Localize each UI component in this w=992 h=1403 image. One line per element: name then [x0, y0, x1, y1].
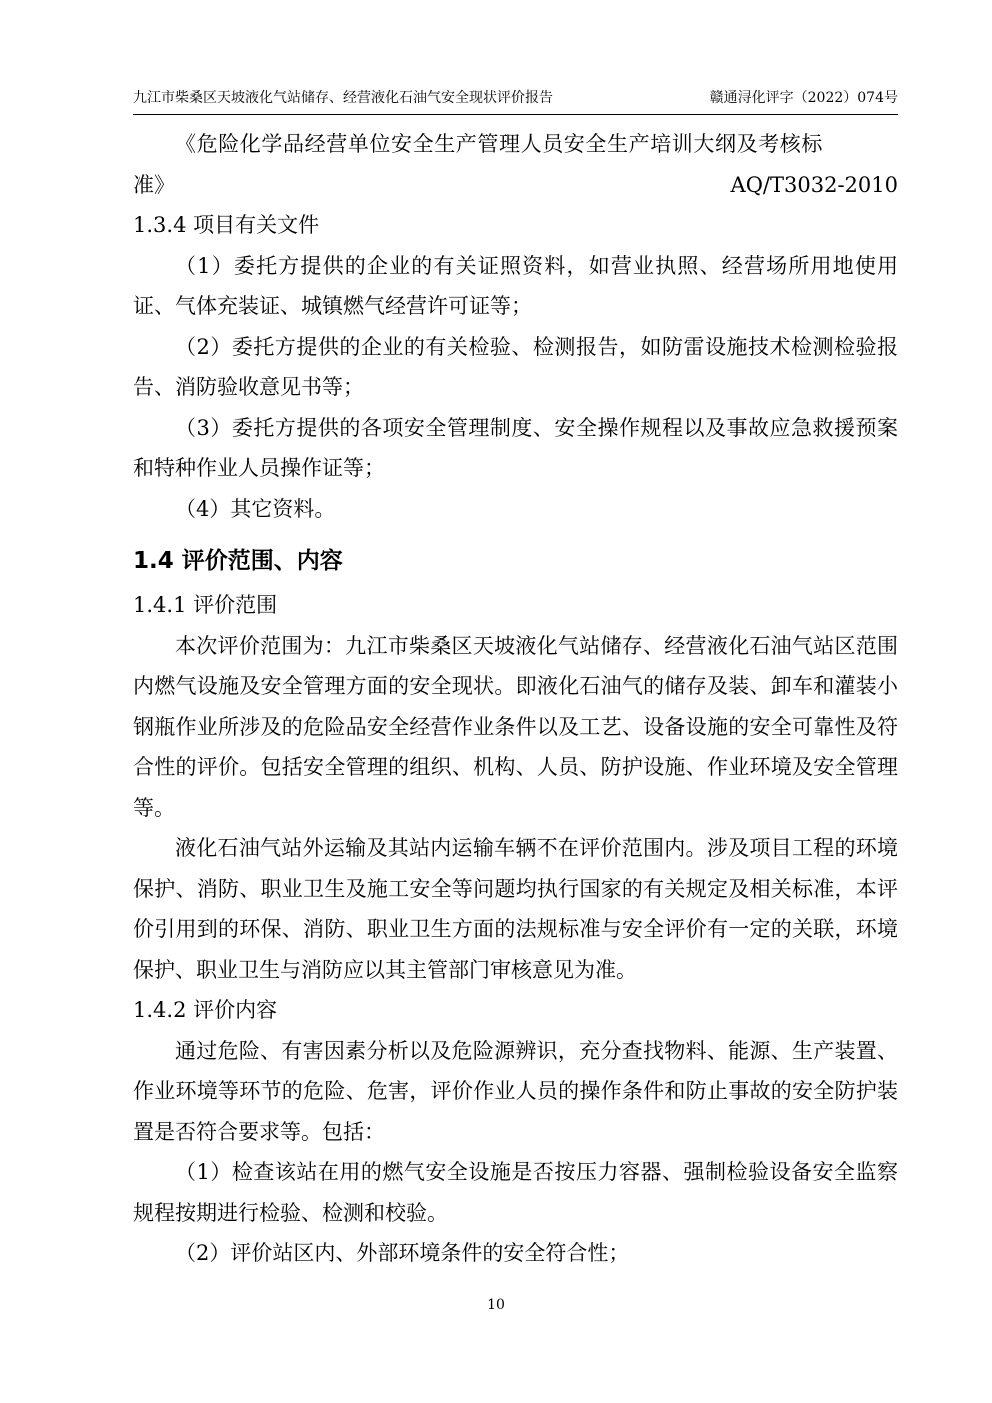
list-item: （1）检查该站在用的燃气安全设施是否按压力容器、强制检验设备安全监察规程按期进行检验、检测和校验。 [133, 1160, 898, 1225]
page-number: 10 [487, 1297, 505, 1313]
page-header [133, 86, 898, 115]
section-heading-1-4-1: 1.4.1 评价范围 [133, 593, 278, 617]
standard-title-line2: 准》 [133, 172, 175, 197]
header-report-title: 九江市柴桑区天坡液化气站储存、经营液化石油气安全现状评价报告 [133, 90, 553, 106]
section-heading-1-4-2: 1.4.2 评价内容 [133, 998, 278, 1022]
list-item: （1）委托方提供的企业的有关证照资料，如营业执照、经营场所用地使用证、气体充装证、城镇燃气经营许可证等； [133, 253, 898, 318]
list-item: （2）委托方提供的企业的有关检验、检测报告，如防雷设施技术检测检验报告、消防验收意见书等； [133, 334, 898, 399]
paragraph: 本次评价范围为：九江市柴桑区天坡液化气站储存、经营液化石油气站区范围内燃气设施及安全管理方面的安全现状。即液化石油气的储存及装、卸车和灌装小钢瓶作业所涉及的危险品安全经营作业条件以及工艺、设备设施的安全可靠性及符合性的评价。包括安全管理的组织、机构、人员、防护设施、作业环境及安全管理等。 [133, 633, 898, 820]
list-item: （3）委托方提供的各项安全管理制度、安全操作规程以及事故应急救援预案和特种作业人员操作证等； [133, 415, 898, 480]
header-doc-number: 赣通浔化评字（2022）074号 [709, 90, 898, 106]
section-heading-1-4: 1.4 评价范围、内容 [133, 548, 343, 574]
standard-code: AQ/T3032-2010 [730, 172, 898, 197]
page-content [133, 124, 898, 1274]
list-item: （2）评价站区内、外部环境条件的安全符合性； [175, 1241, 630, 1265]
paragraph: 液化石油气站外运输及其站内运输车辆不在评价范围内。涉及项目工程的环境保护、消防、职业卫生及施工安全等问题均执行国家的有关规定及相关标准，本评价引用到的环保、消防、职业卫生方面的法规标准与安全评价有一定的关联，环境保护、职业卫生与消防应以其主管部门审核意见为准。 [133, 836, 898, 982]
standard-title-line1: 《危险化学品经营单位安全生产管理人员安全生产培训大纲及考核标 [175, 132, 823, 156]
paragraph: 通过危险、有害因素分析以及危险源辨识，充分查找物料、能源、生产装置、作业环境等环节的危险、危害，评价作业人员的操作条件和防止事故的安全防护装置是否符合要求等。包括： [133, 1038, 898, 1144]
standard-title-row [133, 165, 898, 206]
section-heading-1-3-4: 1.3.4 项目有关文件 [133, 213, 320, 237]
list-item: （4）其它资料。 [175, 496, 336, 521]
